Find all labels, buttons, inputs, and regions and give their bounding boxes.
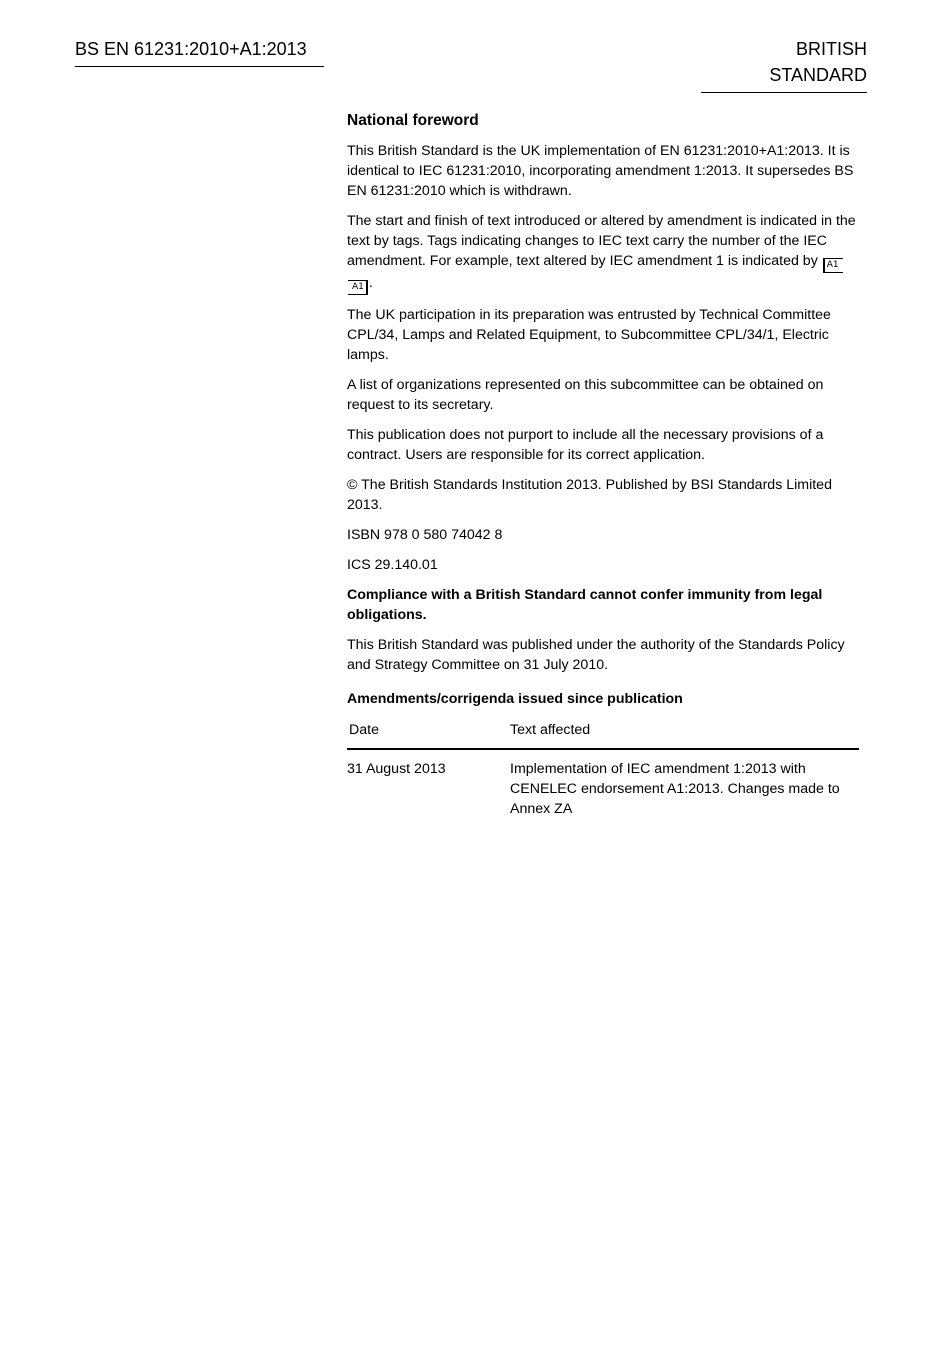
amendment-tag-close-icon: A1 xyxy=(348,280,368,295)
foreword-paragraph-implementation: This British Standard is the UK implementation of EN 61231:2010+A1:2013. It is identical to IEC 61231:2010, incorporating amendment 1:2013. It supersedes BS EN 61231:2010 which is withdrawn. xyxy=(347,143,854,199)
foreword-paragraph-tags xyxy=(347,211,859,295)
standard-number: BS EN 61231:2010+A1:2013 xyxy=(75,36,324,67)
amendment-tag-open-icon: A1 xyxy=(823,258,843,273)
copyright-notice: © The British Standards Institution 2013. Published by BSI Standards Limited 2013. xyxy=(347,477,832,513)
foreword-paragraph-provisions: This publication does not purport to include all the necessary provisions of a contract. Users are responsible for its correct application. xyxy=(347,427,824,463)
tags-explanation-text: The start and finish of text introduced or altered by amendment is indicated in the text by tags. Tags indicating changes to IEC text carry the number of the IEC amendment. For example, text altered by IEC amendment 1 is indicated by xyxy=(347,213,856,269)
isbn: ISBN 978 0 580 74042 8 xyxy=(347,527,503,543)
table-header-row xyxy=(347,717,859,749)
foreword-title: National foreword xyxy=(347,112,479,129)
compliance-notice: Compliance with a British Standard cannot confer immunity from legal obligations. xyxy=(347,587,823,623)
foreword-paragraph-organizations: A list of organizations represented on this subcommittee can be obtained on request to its secretary. xyxy=(347,377,824,413)
authority-statement: This British Standard was published under the authority of the Standards Policy and Strategy Committee on 31 July 2010. xyxy=(347,637,845,673)
national-foreword xyxy=(347,110,859,819)
amendment-date: 31 August 2013 xyxy=(347,761,446,777)
column-header-text-affected: Text affected xyxy=(510,717,859,749)
tags-paragraph-end: . xyxy=(368,275,373,291)
column-header-date: Date xyxy=(347,717,510,749)
amendments-title: Amendments/corrigenda issued since publication xyxy=(347,691,683,707)
amendments-table xyxy=(347,717,859,819)
ics-code: ICS 29.140.01 xyxy=(347,557,438,573)
series-label: BRITISH STANDARD xyxy=(701,36,867,93)
foreword-paragraph-committee: The UK participation in its preparation was entrusted by Technical Committee CPL/34, Lamps and Related Equipment, to Subcommittee CPL/34/1, Electric lamps. xyxy=(347,307,831,363)
table-row xyxy=(347,749,859,819)
amendment-text-affected: Implementation of IEC amendment 1:2013 with CENELEC endorsement A1:2013. Changes made to Annex ZA xyxy=(510,761,840,817)
